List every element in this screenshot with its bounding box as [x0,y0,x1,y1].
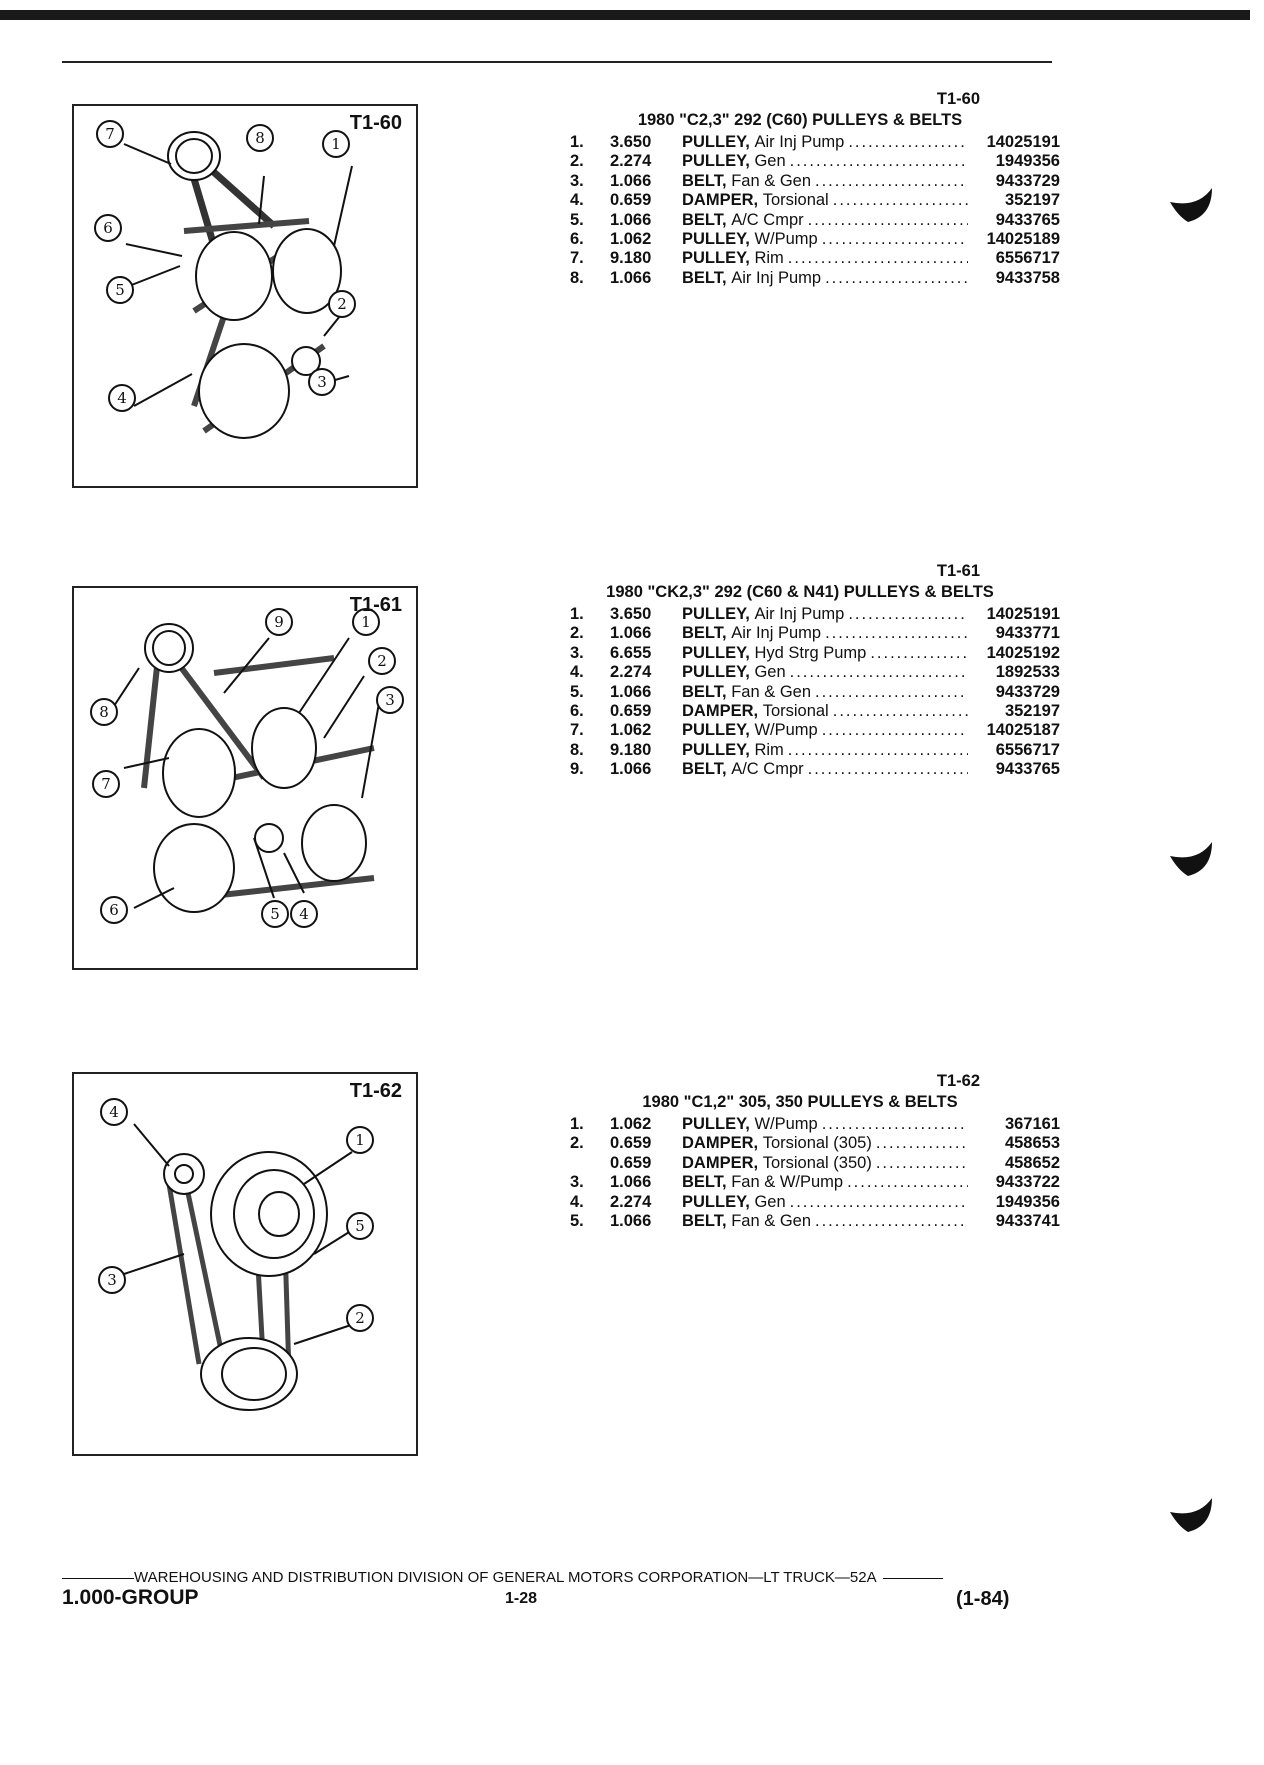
page-curl-mark [1168,186,1218,226]
list-item: 6. 0.659 DAMPER, Torsional ..... 352197 [570,702,1060,721]
list-item: 2. 1.066 BELT, Air Inj Pump ..... 9433771 [570,624,1060,643]
section-code: T1-60 [936,90,980,108]
section-t1-60 [570,90,1060,288]
list-item: 3. 6.655 PULLEY, Hyd Strg Pump ..... 14025192 [570,644,1060,663]
figure-t1-60-diagram [74,106,420,490]
callout-7: 7 [105,125,115,143]
section-t1-61 [570,562,1060,780]
list-item: 2. 2.274 PULLEY, Gen ..... 1949356 [570,152,1060,171]
callout-1: 1 [331,135,341,153]
list-item: 1. 3.650 PULLEY, Air Inj Pump ..... 14025191 [570,605,1060,624]
list-item: 1. 3.650 PULLEY, Air Inj Pump ..... 14025191 [570,133,1060,152]
list-item: 9. 1.066 BELT, A/C Cmpr ..... 9433765 [570,760,1060,779]
list-item: 1. 1.062 PULLEY, W/Pump ..... 367161 [570,1115,1060,1134]
figure-t1-60 [72,104,418,488]
parts-list [570,133,1060,288]
footer-publisher-line: WAREHOUSING AND DISTRIBUTION DIVISION OF GENERAL MOTORS CORPORATION—LT TRUCK—52A [62,1569,1052,1586]
callout-9: 9 [274,613,284,631]
callout-4: 4 [109,1103,119,1121]
list-item: 3. 1.066 BELT, Fan & Gen ..... 9433729 [570,172,1060,191]
section-title: 1980 "C2,3" 292 (C60) PULLEYS & BELTS [637,111,963,129]
callout-3: 3 [107,1271,117,1289]
list-item: 7. 9.180 PULLEY, Rim ..... 6556717 [570,249,1060,268]
parts-list [570,1115,1060,1231]
callout-7: 7 [101,775,111,793]
callout-6: 6 [103,219,113,237]
callout-5: 5 [115,281,125,299]
page-curl-mark [1168,840,1218,880]
page-curl-mark [1168,1496,1218,1536]
callout-5: 5 [355,1217,365,1235]
callout-3: 3 [385,691,395,709]
list-item: 2. 0.659 DAMPER, Torsional (305) ..... 458653 [570,1134,1060,1153]
list-item: 5. 1.066 BELT, A/C Cmpr ..... 9433765 [570,211,1060,230]
figure-t1-61 [72,586,418,970]
section-code: T1-61 [936,562,980,580]
callout-8: 8 [255,129,265,147]
list-item: 5. 1.066 BELT, Fan & Gen ..... 9433729 [570,683,1060,702]
list-item: 0.659 DAMPER, Torsional (350) ..... 458652 [570,1154,1060,1173]
list-item: 3. 1.066 BELT, Fan & W/Pump ..... 9433722 [570,1173,1060,1192]
figure-t1-61-diagram [74,588,420,972]
list-item: 7. 1.062 PULLEY, W/Pump ..... 14025187 [570,721,1060,740]
figure-label: T1-60 [349,112,402,134]
callout-6: 6 [109,901,119,919]
figure-t1-62 [72,1072,418,1456]
callout-4: 4 [299,905,309,923]
footer-date: (1-84) [956,1588,1010,1610]
section-t1-62 [570,1072,1060,1231]
list-item: 4. 2.274 PULLEY, Gen ..... 1949356 [570,1193,1060,1212]
callout-1: 1 [361,613,371,631]
callout-1: 1 [355,1131,365,1149]
callout-5: 5 [270,905,280,923]
section-title: 1980 "CK2,3" 292 (C60 & N41) PULLEYS & BELTS [606,583,994,601]
list-item: 4. 2.274 PULLEY, Gen ..... 1892533 [570,663,1060,682]
list-item: 8. 1.066 BELT, Air Inj Pump ..... 9433758 [570,269,1060,288]
section-title: 1980 "C1,2" 305, 350 PULLEYS & BELTS [642,1093,958,1111]
section-code: T1-62 [936,1072,980,1090]
figure-t1-62-diagram [74,1074,420,1458]
callout-8: 8 [99,703,109,721]
list-item: 5. 1.066 BELT, Fan & Gen ..... 9433741 [570,1212,1060,1231]
callout-2: 2 [377,652,387,670]
list-item: 4. 0.659 DAMPER, Torsional ..... 352197 [570,191,1060,210]
callout-2: 2 [355,1309,365,1327]
page-number: 1-28 [505,1590,538,1607]
callout-4: 4 [117,389,127,407]
footer-group: 1.000-GROUP [62,1586,199,1609]
top-scan-edge [0,10,1250,20]
list-item: 6. 1.062 PULLEY, W/Pump ..... 14025189 [570,230,1060,249]
figure-label: T1-61 [349,594,402,616]
header-rule [62,61,1052,63]
callout-2: 2 [337,295,347,313]
list-item: 8. 9.180 PULLEY, Rim ..... 6556717 [570,741,1060,760]
parts-list [570,605,1060,780]
figure-label: T1-62 [349,1080,402,1102]
callout-3: 3 [317,373,327,391]
